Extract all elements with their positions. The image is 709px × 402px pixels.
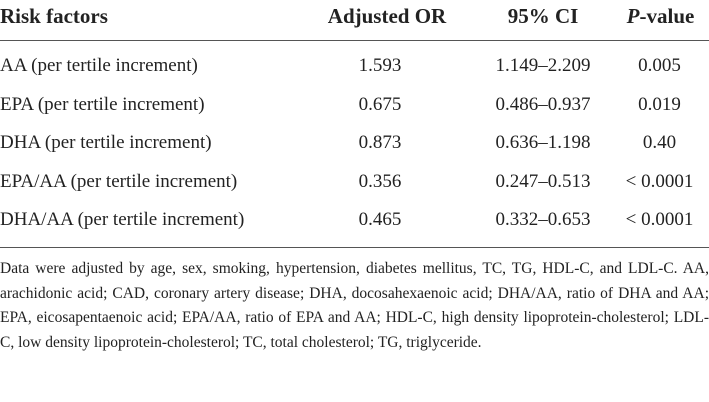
header-risk-factors: Risk factors bbox=[0, 4, 108, 28]
row-p: < 0.0001 bbox=[625, 170, 694, 192]
row-p: < 0.0001 bbox=[625, 209, 694, 230]
row-ci: 1.149–2.209 bbox=[495, 55, 591, 76]
row-ci: 0.486–0.937 bbox=[495, 93, 591, 115]
row-or: 0.873 bbox=[358, 132, 402, 153]
table-row bbox=[0, 47, 709, 86]
footnote-divider bbox=[0, 247, 709, 248]
table-row bbox=[0, 124, 709, 163]
table-footnote: Data were adjusted by age, sex, smoking, hypertension, diabetes mellitus, TC, TG, HDL-C, and LDL-C. AA, arachidonic acid; CAD, coronary artery disease; DHA, docosahexaenoic acid; DHA/AA, ratio of DHA and AA; EPA, eicosapentaenoic acid; EPA/AA, ratio of EPA and AA; HDL-C, high density lipoprotein-cholesterol; LDL-C, low density lipoprotein-cholesterol; TC, total cholesterol; TG, triglyceride. bbox=[0, 260, 709, 351]
table-row bbox=[0, 201, 709, 240]
row-or: 1.593 bbox=[358, 55, 402, 76]
row-ci: 0.332–0.653 bbox=[495, 209, 591, 230]
table-row bbox=[0, 86, 709, 125]
row-or: 0.675 bbox=[358, 93, 402, 115]
row-factor: DHA (per tertile increment) bbox=[0, 132, 212, 153]
row-p: 0.005 bbox=[638, 55, 681, 76]
row-factor: EPA/AA (per tertile increment) bbox=[0, 170, 238, 192]
row-or: 0.356 bbox=[358, 170, 402, 192]
row-ci: 0.636–1.198 bbox=[495, 132, 591, 153]
header-95-ci: 95% CI bbox=[507, 4, 579, 28]
row-or: 0.465 bbox=[358, 209, 402, 230]
header-p-italic: P bbox=[626, 4, 640, 28]
header-p-suffix: -value bbox=[639, 4, 695, 28]
header-p-value bbox=[612, 0, 709, 32]
row-factor: AA (per tertile increment) bbox=[0, 55, 198, 76]
row-p: 0.019 bbox=[638, 93, 681, 115]
row-ci: 0.247–0.513 bbox=[495, 170, 591, 192]
table-row bbox=[0, 163, 709, 202]
row-factor: EPA (per tertile increment) bbox=[0, 93, 205, 115]
table-body bbox=[0, 41, 709, 240]
table-header-row bbox=[0, 0, 709, 40]
header-adjusted-or: Adjusted OR bbox=[327, 4, 447, 28]
row-p: 0.40 bbox=[642, 132, 677, 153]
row-factor: DHA/AA (per tertile increment) bbox=[0, 209, 245, 230]
